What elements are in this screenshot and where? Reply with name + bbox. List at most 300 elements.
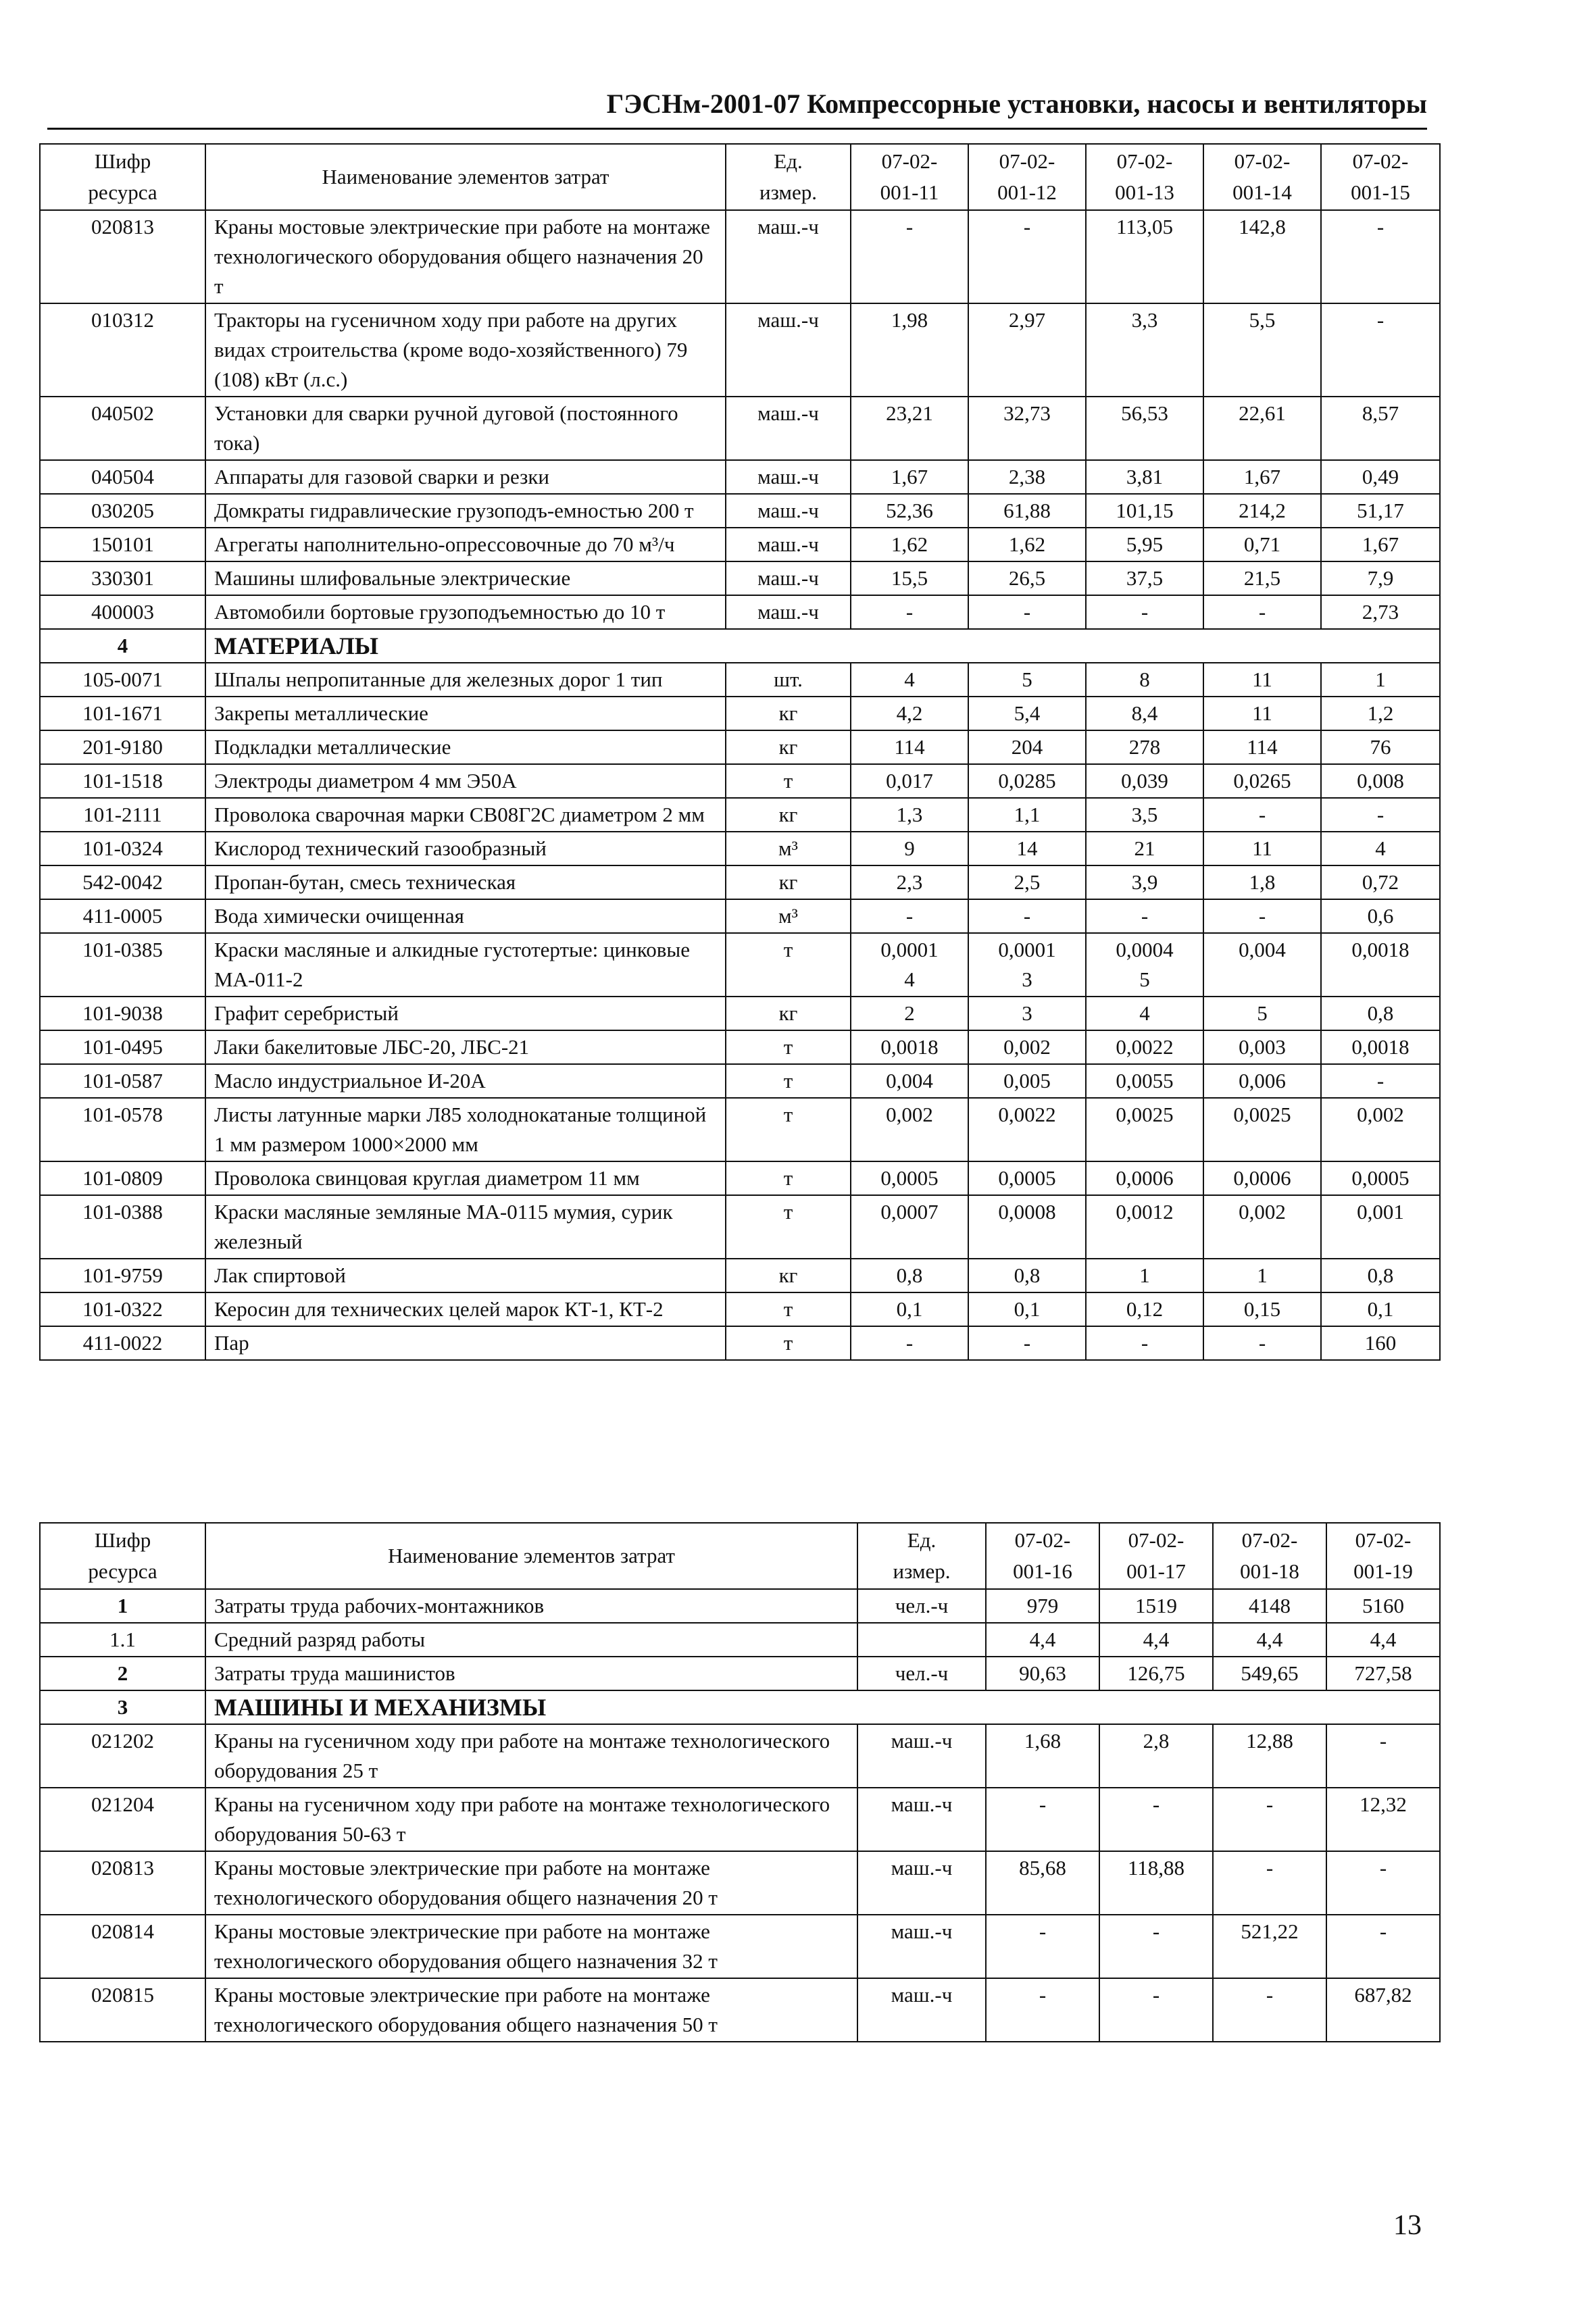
value-cell: - [986,1978,1099,2042]
cost-element-name: Листы латунные марки Л85 холоднокатаные толщиной 1 мм размером 1000×2000 мм [205,1098,726,1161]
value-cell: 549,65 [1213,1657,1326,1690]
cost-element-name: Автомобили бортовые грузоподъемностью до 10 т [205,595,726,629]
value-cell: 126,75 [1099,1657,1213,1690]
value-cell: 1,2 [1321,697,1440,730]
value-cell: 8,4 [1086,697,1203,730]
cost-element-name: Масло индустриальное И-20А [205,1064,726,1098]
value-cell: 0,0006 [1203,1161,1321,1195]
unit-cell: шт. [726,663,851,697]
header-code: Шифр ресурса [40,144,205,210]
unit-cell: маш.-ч [857,1978,986,2042]
cost-element-name: Проволока свинцовая круглая диаметром 11 мм [205,1161,726,1195]
resource-code: 101-1518 [40,764,205,798]
value-cell: 1,62 [968,528,1086,561]
value-cell: 15,5 [851,561,968,595]
value-cell: 4 [851,663,968,697]
resource-code: 4 [40,629,205,663]
resource-code: 101-0578 [40,1098,205,1161]
resource-code: 101-0587 [40,1064,205,1098]
section-row [40,629,1440,663]
table-row [40,798,1440,832]
value-cell: 2,73 [1321,595,1440,629]
value-cell: 1,1 [968,798,1086,832]
value-cell: 4148 [1213,1589,1326,1623]
value-cell: 0,0001 4 [851,933,968,997]
value-cell: 52,36 [851,494,968,528]
unit-cell: кг [726,1259,851,1292]
resource-code: 201-9180 [40,730,205,764]
cost-element-name: Машины шлифовальные электрические [205,561,726,595]
table-row [40,1161,1440,1195]
value-cell: 0,1 [851,1292,968,1326]
value-cell: - [1203,595,1321,629]
cost-element-name: Краны мостовые электрические при работе на монтаже технологического оборудования общего назначения 32 т [205,1915,857,1978]
resource-code: 105-0071 [40,663,205,697]
table-row [40,303,1440,397]
resource-code: 040502 [40,397,205,460]
value-cell: - [986,1915,1099,1978]
value-cell: 0,002 [851,1098,968,1161]
value-cell: 21,5 [1203,561,1321,595]
header-col: 07-02- 001-14 [1203,144,1321,210]
resources-table-2 [39,1522,1441,2042]
section-title: МАШИНЫ И МЕХАНИЗМЫ [205,1690,1440,1724]
cost-element-name: Установки для сварки ручной дуговой (постоянного тока) [205,397,726,460]
unit-cell: маш.-ч [726,303,851,397]
value-cell: 9 [851,832,968,865]
value-cell: - [1321,1064,1440,1098]
cost-element-name: Пропан-бутан, смесь техническая [205,865,726,899]
value-cell: - [1213,1851,1326,1915]
value-cell: 5 [1203,997,1321,1030]
resource-code: 400003 [40,595,205,629]
value-cell: 8 [1086,663,1203,697]
value-cell: 0,0018 [851,1030,968,1064]
table-header-row [40,1523,1440,1589]
value-cell: 0,0018 [1321,1030,1440,1064]
value-cell: 0,004 [851,1064,968,1098]
table-row [40,1030,1440,1064]
value-cell: 0,005 [968,1064,1086,1098]
value-cell: 1,67 [851,460,968,494]
value-cell: 26,5 [968,561,1086,595]
unit-cell: маш.-ч [726,595,851,629]
value-cell: - [1099,1978,1213,2042]
unit-cell: маш.-ч [726,528,851,561]
value-cell: 0,039 [1086,764,1203,798]
unit-cell: т [726,1161,851,1195]
table-row [40,832,1440,865]
header-unit: Ед. измер. [726,144,851,210]
value-cell: 5,5 [1203,303,1321,397]
value-cell: 0,12 [1086,1292,1203,1326]
value-cell: 2,3 [851,865,968,899]
table-row [40,764,1440,798]
value-cell: 51,17 [1321,494,1440,528]
value-cell: - [851,899,968,933]
cost-element-name: Электроды диаметром 4 мм Э50А [205,764,726,798]
table-row [40,1195,1440,1259]
table-row [40,1623,1440,1657]
cost-element-name: Тракторы на гусеничном ходу при работе на других видах строительства (кроме водо-хозяйственного) 79 (108) кВт (л.с.) [205,303,726,397]
value-cell: - [1086,1326,1203,1360]
table-row [40,997,1440,1030]
resource-code: 101-0324 [40,832,205,865]
table-row [40,697,1440,730]
cost-element-name: Шпалы непропитанные для железных дорог 1 тип [205,663,726,697]
unit-cell: кг [726,798,851,832]
cost-element-name: Краски масляные земляные МА-0115 мумия, сурик железный [205,1195,726,1259]
value-cell: 0,1 [968,1292,1086,1326]
value-cell: - [1213,1978,1326,2042]
header-col: 07-02- 001-13 [1086,144,1203,210]
cost-element-name: Краны на гусеничном ходу при работе на монтаже технологического оборудования 25 т [205,1724,857,1788]
resource-code: 3 [40,1690,205,1724]
resource-code: 021204 [40,1788,205,1851]
value-cell: 1,67 [1321,528,1440,561]
cost-element-name: Краны на гусеничном ходу при работе на монтаже технологического оборудования 50-63 т [205,1788,857,1851]
value-cell: 0,0285 [968,764,1086,798]
value-cell: 278 [1086,730,1203,764]
table-row [40,1064,1440,1098]
resource-code: 101-2111 [40,798,205,832]
value-cell: 1,98 [851,303,968,397]
value-cell: 2,5 [968,865,1086,899]
document-title: ГЭСНм-2001-07 Компрессорные установки, насосы и вентиляторы [606,89,1427,119]
value-cell: 56,53 [1086,397,1203,460]
value-cell: 0,0005 [851,1161,968,1195]
header-code: Шифр ресурса [40,1523,205,1589]
value-cell: - [1321,798,1440,832]
value-cell: - [968,899,1086,933]
unit-cell: м³ [726,899,851,933]
unit-cell: маш.-ч [857,1851,986,1915]
unit-cell: маш.-ч [857,1724,986,1788]
resource-code: 020813 [40,1851,205,1915]
value-cell: 0,002 [968,1030,1086,1064]
value-cell: 727,58 [1326,1657,1440,1690]
unit-cell: кг [726,865,851,899]
cost-element-name: Аппараты для газовой сварки и резки [205,460,726,494]
value-cell: 4,4 [1099,1623,1213,1657]
unit-cell: м³ [726,832,851,865]
resource-code: 020813 [40,210,205,303]
value-cell: 3 [968,997,1086,1030]
value-cell: - [851,210,968,303]
table-row [40,1326,1440,1360]
resource-code: 020814 [40,1915,205,1978]
cost-element-name: Графит серебристый [205,997,726,1030]
header-name: Наименование элементов затрат [205,144,726,210]
cost-element-name: Краны мостовые электрические при работе на монтаже технологического оборудования общего назначения 20 т [205,210,726,303]
header-col: 07-02- 001-11 [851,144,968,210]
value-cell: 3,5 [1086,798,1203,832]
unit-cell: т [726,1064,851,1098]
table-row [40,663,1440,697]
unit-cell: т [726,1195,851,1259]
value-cell: 32,73 [968,397,1086,460]
section-title: МАТЕРИАЛЫ [205,629,1440,663]
value-cell: 0,1 [1321,1292,1440,1326]
table-row [40,1292,1440,1326]
resource-code: 010312 [40,303,205,397]
value-cell: 0,0055 [1086,1064,1203,1098]
cost-element-name: Вода химически очищенная [205,899,726,933]
value-cell: 8,57 [1321,397,1440,460]
value-cell: 0,006 [1203,1064,1321,1098]
value-cell: 0,003 [1203,1030,1321,1064]
value-cell: 0,008 [1321,764,1440,798]
value-cell: 0,0004 5 [1086,933,1203,997]
value-cell: 979 [986,1589,1099,1623]
value-cell: 1519 [1099,1589,1213,1623]
cost-element-name: Затраты труда машинистов [205,1657,857,1690]
unit-cell: маш.-ч [726,397,851,460]
value-cell: 1,3 [851,798,968,832]
resource-code: 101-9759 [40,1259,205,1292]
value-cell: 4,2 [851,697,968,730]
value-cell: 1,68 [986,1724,1099,1788]
value-cell: 5160 [1326,1589,1440,1623]
cost-element-name: Краны мостовые электрические при работе на монтаже технологического оборудования общего назначения 20 т [205,1851,857,1915]
resource-code: 542-0042 [40,865,205,899]
unit-cell: кг [726,730,851,764]
table-row [40,528,1440,561]
header-col: 07-02- 001-12 [968,144,1086,210]
value-cell: 12,32 [1326,1788,1440,1851]
value-cell: - [1086,595,1203,629]
section-row [40,1690,1440,1724]
table-row [40,595,1440,629]
table-row [40,1788,1440,1851]
value-cell: 113,05 [1086,210,1203,303]
value-cell: 5,95 [1086,528,1203,561]
header-col: 07-02- 001-19 [1326,1523,1440,1589]
table-row [40,397,1440,460]
value-cell: 14 [968,832,1086,865]
unit-cell: кг [726,697,851,730]
value-cell: 11 [1203,832,1321,865]
value-cell: - [1203,1326,1321,1360]
value-cell: 0,0008 [968,1195,1086,1259]
unit-cell: т [726,1292,851,1326]
resource-code: 021202 [40,1724,205,1788]
cost-element-name: Домкраты гидравлические грузоподъ-емностью 200 т [205,494,726,528]
value-cell: 0,8 [1321,1259,1440,1292]
value-cell: 21 [1086,832,1203,865]
value-cell: 4,4 [986,1623,1099,1657]
value-cell: 0,0012 [1086,1195,1203,1259]
resource-code: 330301 [40,561,205,595]
resource-code: 411-0022 [40,1326,205,1360]
unit-cell: маш.-ч [726,210,851,303]
value-cell: - [1326,1724,1440,1788]
unit-cell: маш.-ч [857,1915,986,1978]
value-cell: 0,001 [1321,1195,1440,1259]
value-cell: 0,6 [1321,899,1440,933]
value-cell: 0,004 [1203,933,1321,997]
resource-code: 101-1671 [40,697,205,730]
value-cell: 0,15 [1203,1292,1321,1326]
value-cell: 1 [1086,1259,1203,1292]
cost-element-name: Краски масляные и алкидные густотертые: цинковые МА-011-2 [205,933,726,997]
value-cell: 4,4 [1213,1623,1326,1657]
unit-cell: т [726,1098,851,1161]
value-cell: 0,0022 [968,1098,1086,1161]
table-row [40,933,1440,997]
value-cell: 0,017 [851,764,968,798]
value-cell: 142,8 [1203,210,1321,303]
value-cell: 0,002 [1321,1098,1440,1161]
value-cell: 0,0005 [968,1161,1086,1195]
value-cell: 3,3 [1086,303,1203,397]
unit-cell [857,1623,986,1657]
value-cell: 0,0005 [1321,1161,1440,1195]
resource-code: 101-0388 [40,1195,205,1259]
page-number: 13 [1393,2210,1422,2241]
value-cell: 101,15 [1086,494,1203,528]
cost-element-name: Проволока сварочная марки СВ08Г2С диаметром 2 мм [205,798,726,832]
resource-code: 030205 [40,494,205,528]
value-cell: 37,5 [1086,561,1203,595]
value-cell: 0,71 [1203,528,1321,561]
value-cell: - [1321,303,1440,397]
value-cell: 114 [1203,730,1321,764]
value-cell: 1,62 [851,528,968,561]
unit-cell: т [726,933,851,997]
value-cell: - [968,210,1086,303]
value-cell: - [1326,1915,1440,1978]
resource-code: 101-0385 [40,933,205,997]
resource-code: 1.1 [40,1623,205,1657]
unit-cell: кг [726,997,851,1030]
value-cell: 0,0265 [1203,764,1321,798]
value-cell: 2,97 [968,303,1086,397]
table-row [40,1098,1440,1161]
value-cell: 0,0018 [1321,933,1440,997]
table-row [40,561,1440,595]
value-cell: - [1099,1915,1213,1978]
value-cell: 0,49 [1321,460,1440,494]
cost-element-name: Средний разряд работы [205,1623,857,1657]
value-cell: 1 [1321,663,1440,697]
cost-element-name: Кислород технический газообразный [205,832,726,865]
value-cell: 22,61 [1203,397,1321,460]
value-cell: 0,8 [1321,997,1440,1030]
table-row [40,460,1440,494]
header-col: 07-02- 001-15 [1321,144,1440,210]
header-col: 07-02- 001-17 [1099,1523,1213,1589]
resource-code: 101-0322 [40,1292,205,1326]
value-cell: - [1326,1851,1440,1915]
value-cell: 687,82 [1326,1978,1440,2042]
table-row [40,865,1440,899]
value-cell: 204 [968,730,1086,764]
value-cell: 85,68 [986,1851,1099,1915]
value-cell: - [968,595,1086,629]
value-cell: 61,88 [968,494,1086,528]
page-header [47,88,1427,130]
table-row [40,1259,1440,1292]
value-cell: 12,88 [1213,1724,1326,1788]
header-col: 07-02- 001-16 [986,1523,1099,1589]
value-cell: 2,38 [968,460,1086,494]
resource-code: 150101 [40,528,205,561]
value-cell: 1 [1203,1259,1321,1292]
resource-code: 101-0809 [40,1161,205,1195]
value-cell: 11 [1203,663,1321,697]
table-row [40,1978,1440,2042]
value-cell: 0,0025 [1086,1098,1203,1161]
resources-table-1 [39,143,1441,1361]
table-row [40,1589,1440,1623]
value-cell: - [851,595,968,629]
table-row [40,1657,1440,1690]
value-cell: 0,0007 [851,1195,968,1259]
unit-cell: т [726,764,851,798]
unit-cell: т [726,1326,851,1360]
value-cell: 2 [851,997,968,1030]
value-cell: - [1099,1788,1213,1851]
header-unit: Ед. измер. [857,1523,986,1589]
value-cell: 4 [1321,832,1440,865]
value-cell: 5 [968,663,1086,697]
value-cell: - [1213,1788,1326,1851]
value-cell: 214,2 [1203,494,1321,528]
value-cell: 3,9 [1086,865,1203,899]
value-cell: 1,67 [1203,460,1321,494]
value-cell: - [1203,798,1321,832]
value-cell: 7,9 [1321,561,1440,595]
value-cell: 0,0022 [1086,1030,1203,1064]
value-cell: 4,4 [1326,1623,1440,1657]
resource-code: 040504 [40,460,205,494]
unit-cell: маш.-ч [857,1788,986,1851]
value-cell: 3,81 [1086,460,1203,494]
value-cell: 114 [851,730,968,764]
value-cell: 0,72 [1321,865,1440,899]
header-name: Наименование элементов затрат [205,1523,857,1589]
value-cell: 23,21 [851,397,968,460]
unit-cell: т [726,1030,851,1064]
cost-element-name: Затраты труда рабочих-монтажников [205,1589,857,1623]
value-cell: - [851,1326,968,1360]
table-row [40,1915,1440,1978]
value-cell: 0,8 [851,1259,968,1292]
value-cell: 118,88 [1099,1851,1213,1915]
table-row [40,494,1440,528]
value-cell: 0,8 [968,1259,1086,1292]
value-cell: 0,0025 [1203,1098,1321,1161]
value-cell: 0,0006 [1086,1161,1203,1195]
unit-cell: чел.-ч [857,1589,986,1623]
value-cell: 4 [1086,997,1203,1030]
cost-element-name: Лаки бакелитовые ЛБС-20, ЛБС-21 [205,1030,726,1064]
unit-cell: маш.-ч [726,460,851,494]
value-cell: - [986,1788,1099,1851]
value-cell: 521,22 [1213,1915,1326,1978]
value-cell: 2,8 [1099,1724,1213,1788]
value-cell: - [968,1326,1086,1360]
cost-element-name: Керосин для технических целей марок КТ-1, КТ-2 [205,1292,726,1326]
table-row [40,210,1440,303]
table-body [40,1589,1440,2042]
value-cell: - [1321,210,1440,303]
value-cell: 0,0001 3 [968,933,1086,997]
resource-code: 101-0495 [40,1030,205,1064]
value-cell: 76 [1321,730,1440,764]
cost-element-name: Закрепы металлические [205,697,726,730]
